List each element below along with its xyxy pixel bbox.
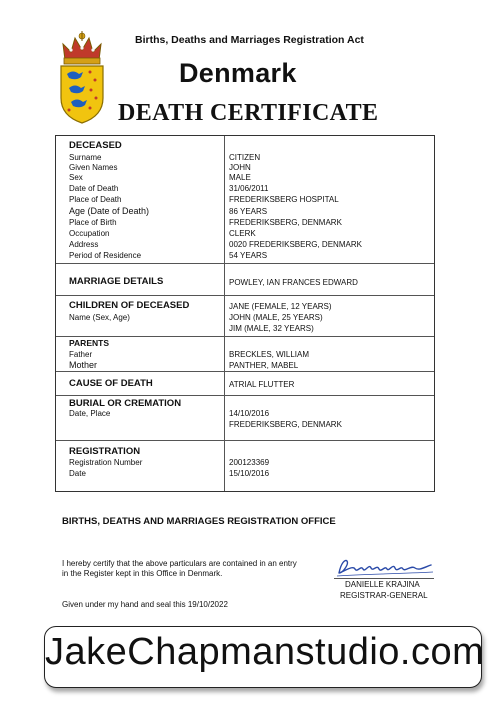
child-value: JANE (FEMALE, 12 YEARS) [229,302,332,311]
deceased-heading: DECEASED [69,140,122,151]
registration-date-value: 15/10/2016 [229,469,270,478]
parents-heading: PARENTS [69,338,109,348]
registration-office-heading: BIRTHS, DEATHS AND MARRIAGES REGISTRATION OFFICE [62,516,336,527]
row-divider [56,295,434,296]
row-divider [56,336,434,337]
row-divider [56,371,434,372]
father-label: Father [69,350,93,359]
row-divider [56,440,434,441]
mother-label: Mother [69,360,98,370]
child-value: JIM (MALE, 32 YEARS) [229,324,314,333]
burial-label: Date, Place [69,409,111,418]
cause-heading: CAUSE OF DEATH [69,378,153,389]
signatory-name: DANIELLE KRAJINA [345,580,420,589]
deceased-value: 0020 FREDERIKSBERG, DENMARK [229,240,362,249]
deceased-value: FREDERIKSBERG, DENMARK [229,218,342,227]
signature-line [334,578,434,579]
deceased-value: 86 YEARS [229,207,268,216]
deceased-label: Place of Birth [69,218,117,227]
deceased-value: CITIZEN [229,153,261,162]
deceased-value: MALE [229,173,251,182]
deceased-value: 31/06/2011 [229,184,269,193]
registration-heading: REGISTRATION [69,446,141,457]
coat-of-arms-emblem [57,30,107,125]
children-label: Name (Sex, Age) [69,313,130,322]
deceased-label: Period of Residence [69,251,142,260]
column-divider [224,136,225,491]
certificate-title: DEATH CERTIFICATE [118,100,379,126]
marriage-value: POWLEY, IAN FRANCES EDWARD [229,278,358,287]
deceased-label: Place of Death [69,195,122,204]
children-heading: CHILDREN OF DECEASED [69,300,190,311]
burial-value: 14/10/2016 [229,409,270,418]
deceased-label: Sex [69,173,83,182]
deceased-value: JOHN [229,163,251,172]
marriage-heading: MARRIAGE DETAILS [69,276,164,287]
row-divider [56,395,434,396]
deceased-value: 54 YEARS [229,251,268,260]
mother-value: PANTHER, MABEL [229,361,299,370]
burial-heading: BURIAL OR CREMATION [69,398,182,409]
deceased-value: CLERK [229,229,256,238]
given-under-hand: Given under my hand and seal this 19/10/2022 [62,600,228,609]
registration-number-label: Registration Number [69,458,143,467]
watermark-text: JakeChapmanstudio.com [45,631,485,673]
deceased-value: FREDERIKSBERG HOSPITAL [229,195,339,204]
deceased-label: Date of Death [69,184,119,193]
deceased-label: Occupation [69,229,110,238]
burial-value: FREDERIKSBERG, DENMARK [229,420,342,429]
deceased-label: Address [69,240,99,249]
cause-value: ATRIAL FLUTTER [229,380,295,389]
watermark-banner [44,626,485,688]
row-divider [56,263,434,264]
certify-line-2: in the Register kept in this Office in Denmark. [62,569,223,578]
deceased-label: Given Names [69,163,118,172]
child-value: JOHN (MALE, 25 YEARS) [229,313,323,322]
act-title: Births, Deaths and Marriages Registration Act [135,34,364,46]
country-heading: Denmark [179,58,297,88]
registration-number-value: 200123369 [229,458,270,467]
deceased-label: Surname [69,153,102,162]
signatory-title: REGISTRAR-GENERAL [340,591,428,600]
registration-date-label: Date [69,469,86,478]
deceased-label: Age (Date of Death) [69,206,150,216]
certificate-table [55,135,435,492]
certify-line-1: I hereby certify that the above particulars are contained in an entry [62,559,297,568]
father-value: BRECKLES, WILLIAM [229,350,310,359]
